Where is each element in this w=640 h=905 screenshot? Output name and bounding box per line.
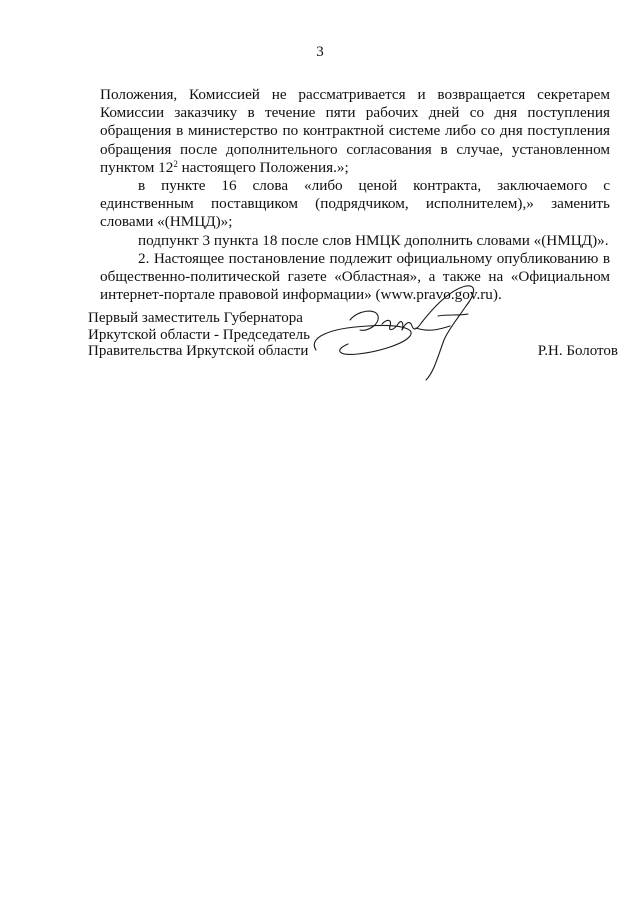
signer-title-line: Иркутской области - Председатель bbox=[88, 326, 310, 343]
signer-title-line: Правительства Иркутской области bbox=[88, 343, 309, 360]
signer-title bbox=[88, 310, 310, 360]
paragraph-text: Положения, Комиссией не рассматривается и возвращается секретарем Комиссии заказчику в течение пяти рабочих дней со дня поступления обращения в министерство по контрактной системе либо со дня поступления обращения после дополнительного согласования в случае, установленном пунктом 12 bbox=[100, 86, 610, 176]
paragraph-commission-return bbox=[100, 86, 610, 177]
document-body bbox=[100, 86, 610, 304]
signer-name: Р.Н. Болотов bbox=[537, 343, 618, 359]
paragraph-publication: 2. Настоящее постановление подлежит официальному опубликованию в общественно-политической газете «Областная», а также на «Официальном интернет-портале правовой информации» (www.pravo.gov.ru). bbox=[100, 249, 610, 304]
superscript-index: 2 bbox=[173, 158, 178, 169]
signature-block bbox=[88, 310, 618, 400]
paragraph-text-tail: настоящего Положения.»; bbox=[177, 158, 349, 176]
handwritten-signature bbox=[298, 280, 498, 390]
paragraph-point-18: подпункт 3 пункта 18 после слов НМЦК дополнить словами «(НМЦД)». bbox=[138, 231, 609, 249]
paragraph-point-16: в пункте 16 слова «либо ценой контракта, заключаемого с единственным поставщиком (подрядчиком, исполнителем),» заменить словами «(НМЦД)»; bbox=[100, 177, 610, 231]
signer-title-line: Первый заместитель Губернатора bbox=[88, 310, 303, 326]
page-number: 3 bbox=[316, 44, 324, 60]
